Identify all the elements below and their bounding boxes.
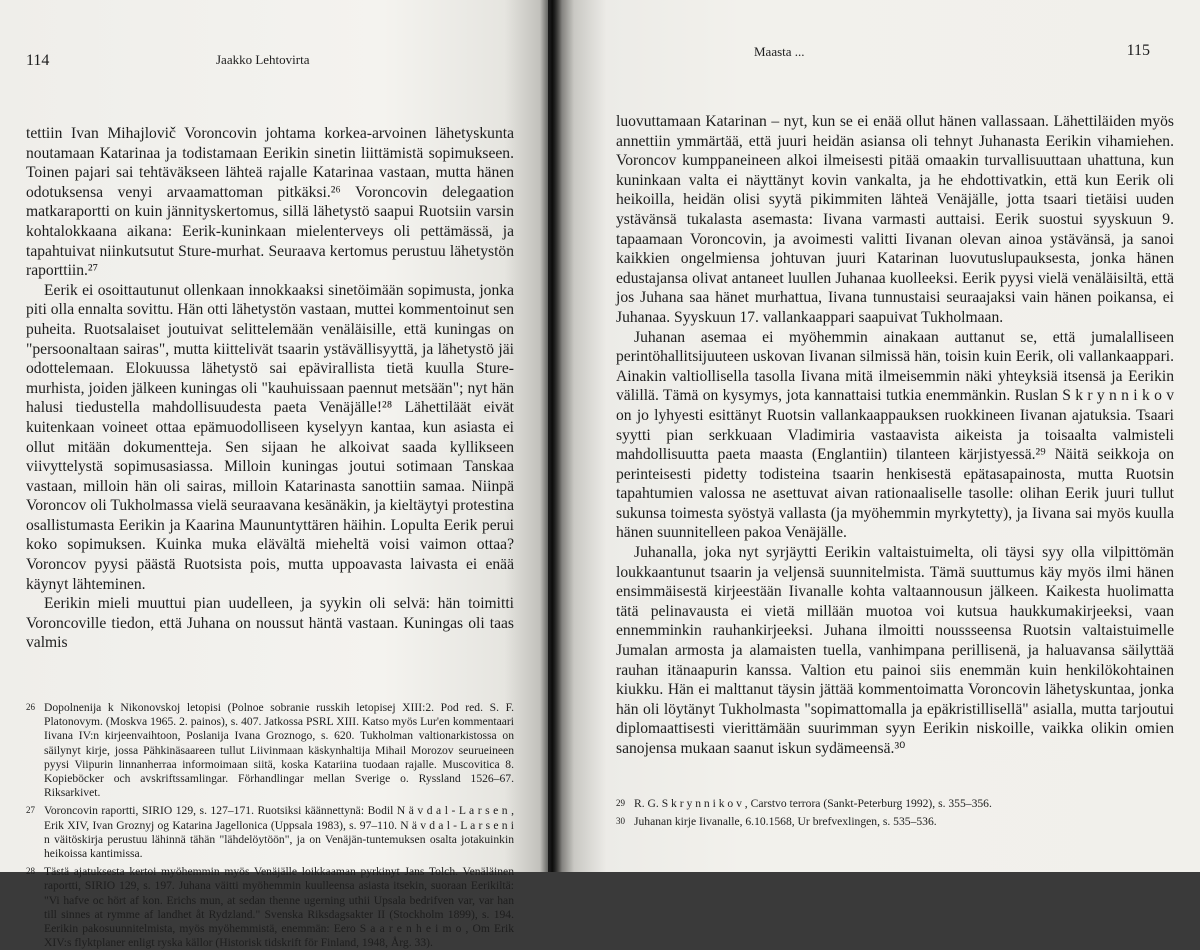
footnote-number: 30 [616, 815, 625, 826]
footnote-text: Dopolnenija k Nikonovskoj letopisi (Polnoe sobranie russkih letopisej XIII:2. Pod red. S. F. Platonovym. (Moskva 1965. 2. painos), s. 407. Jatkossa PSRL XIII. Katso myös Lur'en kommentaari Iivana IV:n kirjeenvaihtoon, Poslanija Ivana Groznogo, s. 620. Tukholman valtionarkistossa on säilynyt kirje, jossa Pähkinäsaareen tullut Liivinmaan käskynhaltija Mihail Morozov seurueineen pyysi Viipurin linnanherraa informoimaan siitä, koska Katariina tuodaan rajalle. Muscovitica 8. Kopieböcker och avskriftssamlingar. Förhandlingar mellan Sverige o. Ryssland 1526–67. Riksarkivet. [44, 701, 514, 800]
footnote [26, 804, 514, 861]
paragraph: Juhanan asemaa ei myöhemmin ainakaan auttanut se, että jumalalliseen perintöhallitsijuuteen uskovan Iivanan silmissä hän, toisin kuin Eerik, oli vallankaappari. Ainakin valtiollisella tasolla Iivana mitä ilmeisemmin näki yhteyksiä itsensä ja Eerikin välillä. Tämä on kysymys, jota kannattaisi tutkia enemmänkin. Ruslan S k r y n n i k o v on jo lyhyesti esittänyt Ruotsin vallankaappauksen ruokkineen Iivanan ajatuksia. Tsaari syytti pian serkkuaan Vladimiria vastaavista aikeista ja toisaalta valmisteli mahdollisuutta paeta maasta (Englantiin) tilanteen kärjistyessä.²⁹ Näitä seikkoja on perinteisesti pidetty todisteina tsaarin henkisestä epätasapainosta, mutta Ruotsin tapahtumien valossa ne asettuvat aivan rationaaliselle tasolle: olihan Eerik juuri tullut sukunsa toimesta syöstyä vallasta (ja myöhemmin myrkytetty), ja Iivana sai myös kuulla hänen suunnitelleen pakoa Venäjälle. [616, 328, 1174, 542]
footnote-text: Tästä ajatuksesta kertoi myöhemmin myös Venäjälle loikkaaman pyrkinyt Jans Tolch. Venäläinen raportti, SIRIO 129, s. 197. Juhana väitti myöhemmin kuulleensa asiasta itsekin, suoraan Eerikiltä: "Vi hafve oc hört af kon. Erichs mun, at sedan thenne ugerning uthii Upsala bedrifven var, var han till sinnes at rymme af landhet åt Rydzland." Svenska Riksdagsakter II (Stockholm 1899), s. 194. Eerikin pakosuunnitelmista, myös myöhemmistä, enemmän: Eero S a a r e n h e i m o , Om Erik XIV:s flyktplaner enligt ryska källor (Historisk tidskrift för Finland, 1948, Årg. 33). [44, 865, 514, 950]
paragraph: tettiin Ivan Mihajlovič Voroncovin johtama korkea-arvoinen lähetyskunta noutamaan Katarinaa ja todistamaan Eerikin sinetin liittämistä sopimukseen. Toinen pajari sai tehtäväkseen lähteä rajalle Katarinaa vastaan, mutta hänen odotuksensa venyi arvaamattoman pitkäksi.²⁶ Voroncovin delegaation matkaraportti on kuin jännityskertomus, sillä lähetystö saapui Ruotsiin varsin kohtalokkaana aikana: Eerik-kuninkaan mielenterveys oli pettämässä, ja tapahtuivat niinkutsutut Sture-murhat. Seuraava kertomus perustuu lähetystön raporttiin.²⁷ [26, 125, 514, 280]
right-header [616, 0, 1174, 59]
paragraph: Eerik ei osoittautunut ollenkaan innokkaaksi sinetöimään sopimusta, jonka piti olla ennalta sovittu. Hän otti lähetystön vastaan, muttei kommentoinut sen puheita. Ruotsalaiset joutuivat selittelemään venäläisille, että kuningas on "persoonaltaan sairas", mutta kiittelivät tsaarin ystävällisyyttä, ja lähetystö jäi odottelemaan. Elokuussa lähetystö sai epävirallista tietä kuulla Sture-murhista, joiden jälkeen kuningas oli "kauhuissaan paennut metsään"; nyt hän halusi tiedustella mahdollisuudesta paeta Venäjälle!²⁸ Lähettiläät eivät kuitenkaan voineet ottaa epämuodolliseen kyselyyn kantaa, kun asiasta ei ollut mitään dokumentteja. Sen sijaan he alkoivat saada kyllikseen viivyttelystä sopimusasiassa. Milloin kuningas joutui sotimaan Tanskaa vastaan, milloin hän oli sairas, milloin Katarinasta sanottiin samaa. Niinpä Voroncov oli Tukholmassa vielä seuraavana kesänäkin, ja kieltäytyi protestina osallistumasta Eerikin ja Kaarina Maununtyttären häihin. Lopulta Eerik perui koko sopimuksen. Kuinka muka elävältä mieheltä voisi vaimon ottaa? Voroncov pyysi päästä Ruotsista pois, mutta uppoavasta laivasta ei enää käynyt lähteminen. [26, 281, 514, 593]
footnote [26, 865, 514, 950]
left-page [0, 0, 548, 950]
footnote [616, 815, 1174, 829]
right-page [548, 0, 1200, 872]
footnote-number: 26 [26, 702, 35, 713]
right-body-text [616, 112, 1174, 759]
footnote [26, 701, 514, 800]
footnote-text: Voroncovin raportti, SIRIO 129, s. 127–171. Ruotsiksi käännettynä: Bodil N ä v d a l - L a r s e n , Erik XIV, Ivan Groznyj og Katarina Jagellonica (Uppsala 1983), s. 97–110. N ä v d a l - L a r s e n i n väitöskirja perustuu lähinnä tähän "lähdelöytöön", ja on Venäjän-tuntemuksen osalta jotakuinkin heikoissa kantimissa. [44, 804, 514, 861]
left-header [26, 0, 514, 69]
left-body-text [26, 124, 514, 653]
left-page-number: 114 [26, 52, 50, 69]
left-footnotes [26, 701, 514, 950]
paragraph: luovuttamaan Katarinan – nyt, kun se ei enää ollut hänen vallassaan. Lähettiläiden myös annettiin ymmärtää, että juuri heidän asiansa oli tehnyt Juhanasta Eerikin vihamiehen. Voroncov kumppaneineen alkoi ilmeisesti pitää omaakin turvallisuuttaan uhattuna, kun kuninkaan valta ei näyttänyt kovin vankalta, ja he ehdottivatkin, että kun Eerik oli heikoilla, heidän olisi syytä pikimmiten lähteä Venäjälle, jotta tsaari tietäisi uuden ystävänsä tukalasta asemasta: Iivana varmasti auttaisi. Eerik suostui syyskuun 9. tapaamaan Voroncovin, ja avoimesti valitti Iivanan olevan ainoa ystävänsä, ja sanoi kaikkien ongelmiensa johtuvan juuri Katarinan luovutuslupauksesta, jonka hänen edustajansa olivat antaneet luullen Juhanaa kuolleeksi. Eerik pyysi vielä venäläisiltä, että jos Juhana saa hänet murhattua, Iivana tunnustaisi seuraajaksi vain hänen poikansa, ei Juhanaa. Syyskuun 17. vallankaappari saapuivat Tukholmaan. [616, 113, 1174, 326]
right-running-head: Maasta ... [754, 44, 805, 59]
paragraph: Eerikin mieli muuttui pian uudelleen, ja syykin oli selvä: hän toimitti Voroncoville tiedon, että Juhana on noussut häntä vastaan. Kuningas oli taas valmis [26, 595, 514, 652]
paragraph: Juhanalla, joka nyt syrjäytti Eerikin valtaistuimelta, oli täysi syy olla vilpittömän loukkaantunut tsaarin ja veljensä suunnitelmista. Tämä suuttumus käy myös ilmi hänen ensimmäisestä kirjeestään Iivanalle kohta valtaannousun jälkeen. Kaikesta huolimatta tätä pelinavausta ei vietä millään muotoa voi kutsua haukkumakirjeeksi, vaan ennemminkin rauhankirjeeksi. Juhana ilmoitti noussseensa Ruotsin valtaistuimelle Jumalan armosta ja alamaisten tuella, vanhimpana perillisenä, ja haluavansa säilyttää rauhan itänaapurin kanssa. Valtion etu painoi siis enemmän kuin henkilökohtainen kiukku. Hän ei malttanut täysin jättää kommentoimatta Voroncovin lähetyskuntaa, jonka hän oli löytänyt Tukholmasta "sopimattomalla ja epäkristillisellä" asialla, mutta tarjoutui diplomaattisesti vierittämään suurimman syyn Eerikin niskoille, vaikka olikin omien sanojensa mukaan saanut iskun sydämeensä.³⁰ [616, 544, 1174, 757]
footnote-text: Juhanan kirje Iivanalle, 6.10.1568, Ur brefvexlingen, s. 535–536. [634, 814, 937, 828]
book-spine-shadow [540, 0, 562, 872]
footnote-number: 27 [26, 805, 35, 816]
footnote [616, 797, 1174, 811]
left-running-head: Jaakko Lehtovirta [216, 52, 310, 67]
right-page-number: 115 [1126, 42, 1150, 59]
footnote-number: 28 [26, 866, 35, 877]
right-footnotes [616, 797, 1174, 829]
footnote-text: R. G. S k r y n n i k o v , Carstvo terrora (Sankt-Peterburg 1992), s. 355–356. [634, 796, 992, 810]
footnote-number: 29 [616, 797, 625, 808]
